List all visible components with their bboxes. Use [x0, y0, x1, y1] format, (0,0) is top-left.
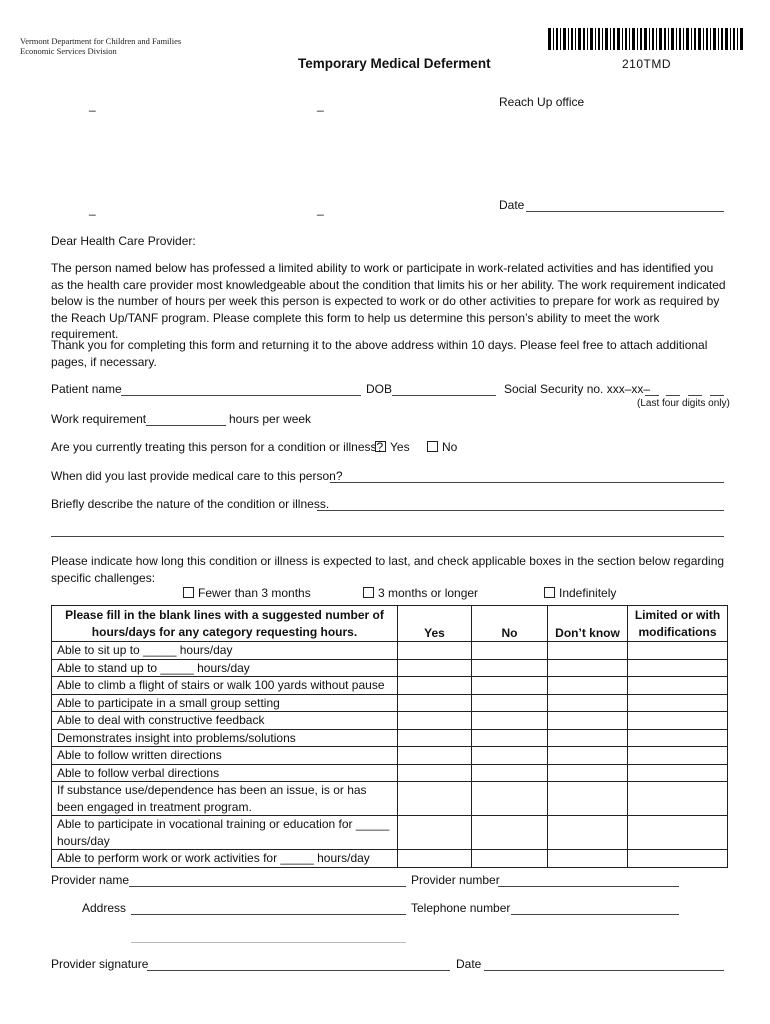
no-cell[interactable] — [472, 712, 548, 730]
table-row — [52, 782, 728, 816]
limited-cell[interactable] — [628, 712, 728, 730]
treating-no-option[interactable] — [427, 440, 457, 454]
limited-cell[interactable] — [628, 747, 728, 765]
dont-know-cell[interactable] — [548, 729, 628, 747]
limited-cell[interactable] — [628, 816, 728, 850]
ssn-digit-3[interactable] — [688, 395, 702, 396]
return-paragraph: Thank you for completing this form and returning it to the above address within 10 days. Please feel free to attach additional pages, if necessary. — [51, 338, 708, 369]
no-label: No — [442, 440, 458, 454]
duration-option-indefinitely[interactable] — [544, 586, 616, 600]
ssn-label: Social Security no. xxx–xx– — [504, 382, 651, 396]
row-label: Able to participate in a small group setting — [52, 694, 398, 712]
provider-signature-label: Provider signature — [51, 957, 149, 971]
yes-cell[interactable] — [398, 694, 472, 712]
no-checkbox[interactable] — [427, 441, 438, 452]
no-cell[interactable] — [472, 782, 548, 816]
duration-prompt: Please indicate how long this condition or illness is expected to last, and check applicable boxes in the section below regarding specific challenges: — [51, 554, 725, 585]
date-label: Date — [499, 198, 525, 212]
row-label: Able to deal with constructive feedback — [52, 712, 398, 730]
table-row — [52, 677, 728, 695]
table-row — [52, 659, 728, 677]
signature-date-field[interactable] — [484, 970, 724, 971]
provider-name-label: Provider name — [51, 873, 130, 887]
limited-cell[interactable] — [628, 677, 728, 695]
provider-number-label: Provider number — [411, 873, 500, 887]
row-label: Able to sit up to _____ hours/day — [52, 642, 398, 660]
header-no: No — [472, 606, 548, 642]
dont-know-cell[interactable] — [548, 659, 628, 677]
yes-cell[interactable] — [398, 850, 472, 868]
form-number: 210TMD — [622, 57, 672, 71]
table-row — [52, 694, 728, 712]
reach-up-office-label: Reach Up office — [499, 95, 585, 109]
describe-field-line-1[interactable] — [317, 510, 724, 511]
no-cell[interactable] — [472, 677, 548, 695]
dont-know-cell[interactable] — [548, 712, 628, 730]
treating-yes-option[interactable] — [375, 440, 410, 454]
fewer-checkbox[interactable] — [183, 587, 194, 598]
ssn-digit-4[interactable] — [710, 395, 724, 396]
telephone-label: Telephone number — [411, 901, 511, 915]
row-label: Able to perform work or work activities for _____ hours/day — [52, 850, 398, 868]
row-label: Able to follow verbal directions — [52, 764, 398, 782]
provider-signature-field[interactable] — [147, 970, 450, 971]
provider-number-field[interactable] — [498, 886, 679, 887]
table-row — [52, 816, 728, 850]
table-row — [52, 642, 728, 660]
table-row — [52, 850, 728, 868]
address-blank-right-bottom[interactable]: _ — [317, 202, 324, 216]
provider-name-field[interactable] — [129, 886, 406, 887]
last-care-question: When did you last provide medical care to this person? — [51, 469, 343, 483]
table-header-row — [52, 606, 728, 642]
dont-know-cell[interactable] — [548, 747, 628, 765]
row-label: Demonstrates insight into problems/solutions — [52, 729, 398, 747]
no-cell[interactable] — [472, 747, 548, 765]
row-label: Able to climb a flight of stairs or walk 100 yards without pause — [52, 677, 398, 695]
dont-know-cell[interactable] — [548, 677, 628, 695]
yes-cell[interactable] — [398, 677, 472, 695]
row-label: Able to stand up to _____ hours/day — [52, 659, 398, 677]
row-label: Able to participate in vocational training or education for _____ hours/day — [52, 816, 398, 850]
table-row — [52, 764, 728, 782]
dont-know-cell[interactable] — [548, 642, 628, 660]
row-label: Able to follow written directions — [52, 747, 398, 765]
challenges-table — [51, 605, 728, 868]
yes-cell[interactable] — [398, 729, 472, 747]
limited-cell[interactable] — [628, 729, 728, 747]
yes-cell[interactable] — [398, 642, 472, 660]
address-label: Address — [82, 901, 127, 915]
limited-cell[interactable] — [628, 764, 728, 782]
describe-question: Briefly describe the nature of the condition or illness. — [51, 497, 330, 511]
table-row — [52, 747, 728, 765]
dont-know-cell[interactable] — [548, 816, 628, 850]
agency-line-2: Economic Services Division — [20, 46, 117, 56]
work-requirement-label: Work requirement — [51, 412, 147, 426]
hours-per-week-label: hours per week — [229, 412, 312, 426]
patient-name-label: Patient name — [51, 382, 122, 396]
indefinitely-checkbox[interactable] — [544, 587, 555, 598]
duration-option-longer[interactable] — [363, 586, 478, 600]
signature-date-label: Date — [456, 957, 482, 971]
header-instructions: Please fill in the blank lines with a suggested number of hours/days for any category requesting hours. — [52, 606, 398, 642]
barcode-icon — [548, 28, 744, 50]
ssn-digit-2[interactable] — [666, 395, 680, 396]
salutation: Dear Health Care Provider: — [51, 234, 196, 248]
intro-paragraph: The person named below has professed a limited ability to work or participate in work-related activities and has identified you as the health care provider most knowledgeable about the condition that limits his or her ability. The work requirement indicated below is the number of hours per week this person is expected to work or do other activities to prepare for work as required by the Reach Up/TANF program. Please complete this form to help us determine this person’s ability to meet the work requirement. — [51, 261, 726, 341]
limited-cell[interactable] — [628, 850, 728, 868]
dont-know-cell[interactable] — [548, 764, 628, 782]
longer-label: 3 months or longer — [378, 586, 479, 600]
indefinitely-label: Indefinitely — [559, 586, 617, 600]
table-row — [52, 729, 728, 747]
address-field[interactable] — [131, 914, 406, 915]
treating-question: Are you currently treating this person for a condition or illness? — [51, 440, 384, 454]
limited-cell[interactable] — [628, 782, 728, 816]
date-field[interactable] — [526, 211, 724, 212]
agency-name — [20, 36, 181, 56]
header-limited: Limited or with modifications — [628, 606, 728, 642]
no-cell[interactable] — [472, 642, 548, 660]
patient-name-field[interactable] — [121, 395, 361, 396]
page-title: Temporary Medical Deferment — [298, 56, 491, 71]
address-blank-left-bottom[interactable]: _ — [89, 202, 96, 216]
no-cell[interactable] — [472, 694, 548, 712]
address-blank-left-top[interactable]: _ — [89, 98, 96, 112]
fewer-label: Fewer than 3 months — [198, 586, 311, 600]
dont-know-cell[interactable] — [548, 694, 628, 712]
dont-know-cell[interactable] — [548, 782, 628, 816]
no-cell[interactable] — [472, 816, 548, 850]
ssn-digit-1[interactable] — [645, 395, 659, 396]
yes-cell[interactable] — [398, 712, 472, 730]
yes-label: Yes — [390, 440, 410, 454]
address-blank-right-top[interactable]: _ — [317, 98, 324, 112]
header-yes: Yes — [398, 606, 472, 642]
yes-cell[interactable] — [398, 782, 472, 816]
work-requirement-field[interactable] — [146, 425, 226, 426]
ssn-note: (Last four digits only) — [637, 398, 730, 409]
dont-know-cell[interactable] — [548, 850, 628, 868]
no-cell[interactable] — [472, 729, 548, 747]
dob-label: DOB — [366, 382, 393, 396]
header-dont-know: Don’t know — [548, 606, 628, 642]
address-field-line-2[interactable] — [131, 942, 406, 943]
dob-field[interactable] — [392, 395, 496, 396]
last-care-field[interactable] — [330, 482, 724, 483]
yes-cell[interactable] — [398, 747, 472, 765]
telephone-field[interactable] — [511, 914, 679, 915]
yes-cell[interactable] — [398, 764, 472, 782]
yes-cell[interactable] — [398, 816, 472, 850]
duration-option-fewer[interactable] — [183, 586, 311, 600]
yes-checkbox[interactable] — [375, 441, 386, 452]
no-cell[interactable] — [472, 850, 548, 868]
limited-cell[interactable] — [628, 694, 728, 712]
limited-cell[interactable] — [628, 642, 728, 660]
limited-cell[interactable] — [628, 659, 728, 677]
describe-field-line-2[interactable] — [51, 536, 724, 537]
row-label: If substance use/dependence has been an issue, is or has been engaged in treatment program. — [52, 782, 398, 816]
agency-line-1: Vermont Department for Children and Families — [20, 36, 182, 46]
longer-checkbox[interactable] — [363, 587, 374, 598]
table-row — [52, 712, 728, 730]
no-cell[interactable] — [472, 764, 548, 782]
no-cell[interactable] — [472, 659, 548, 677]
yes-cell[interactable] — [398, 659, 472, 677]
